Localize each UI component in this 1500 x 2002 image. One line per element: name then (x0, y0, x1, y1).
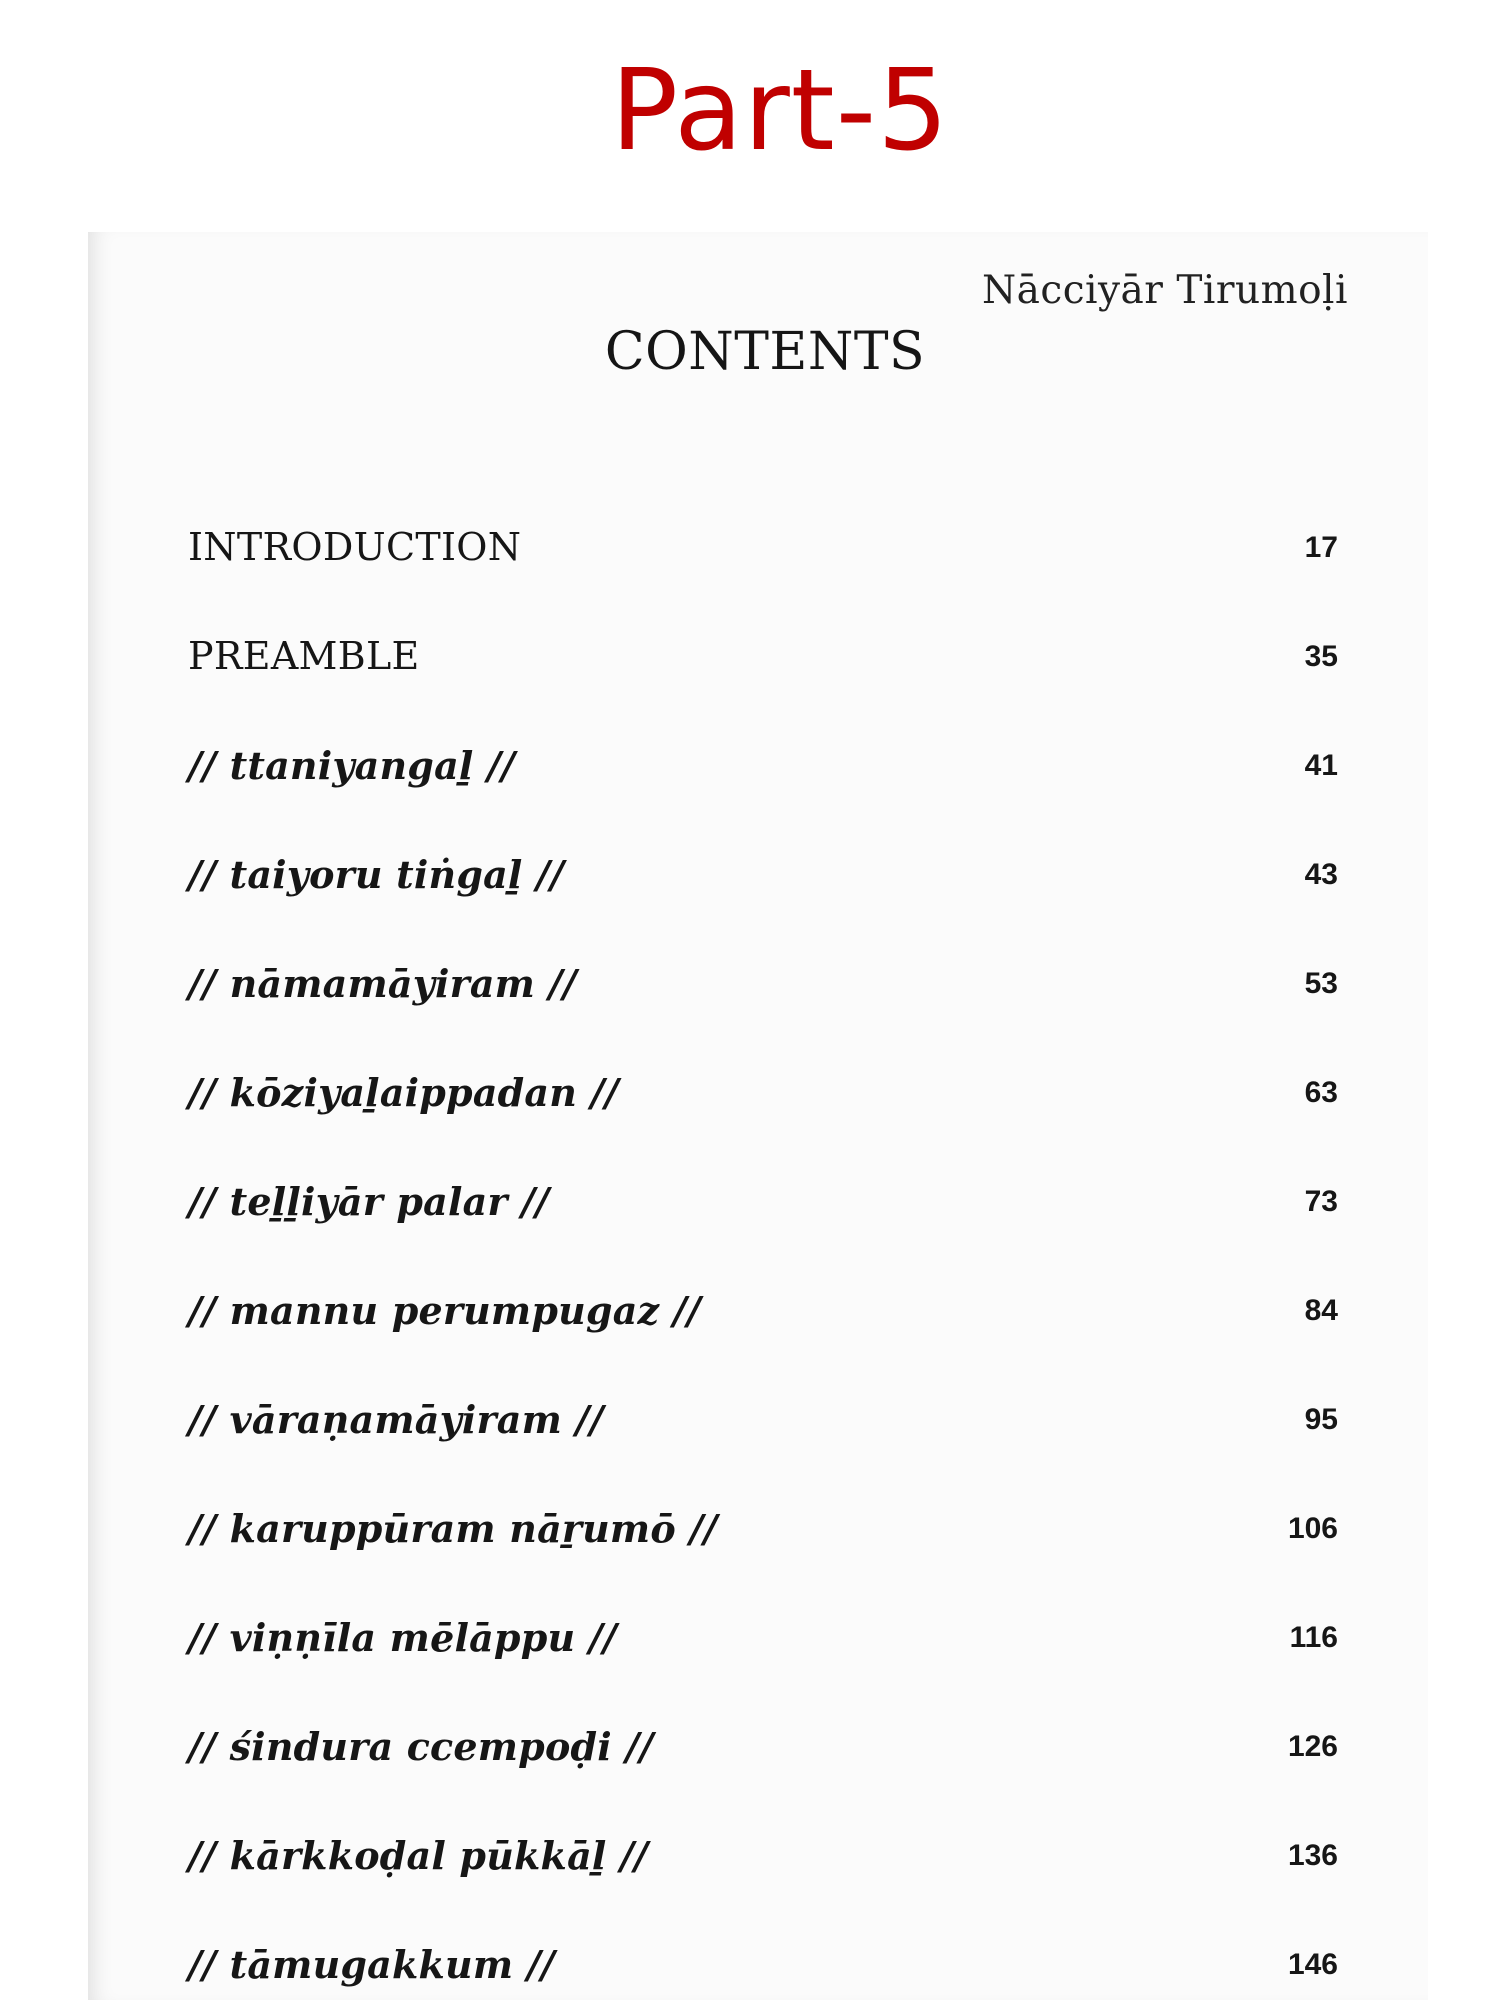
toc-entry-preamble[interactable] (188, 634, 1338, 694)
toc-entry-title: // mannu perumpugaz // (188, 1288, 701, 1333)
toc-entry-title: // kārkkoḍal pūkkāḻ // (188, 1833, 649, 1878)
toc-entry[interactable] (188, 1506, 1338, 1566)
toc-entry-title: // vāraṇamāyiram // (188, 1397, 604, 1442)
toc-entry-page: 53 (1304, 967, 1338, 1000)
toc-entry-page: 84 (1304, 1294, 1338, 1327)
toc-entry-title: INTRODUCTION (188, 525, 522, 569)
book-subtitle: Nācciyār Tirumoḷi (981, 268, 1348, 313)
toc-entry-title: // śindura ccempoḍi // (188, 1724, 654, 1769)
part-label: Part-5 (610, 46, 950, 176)
toc-entry-page: 63 (1304, 1076, 1338, 1109)
toc-entry[interactable] (188, 1942, 1338, 2002)
toc-entry[interactable] (188, 1070, 1338, 1130)
toc-entry-page: 35 (1304, 640, 1338, 673)
toc-entry-title: // nāmamāyiram // (188, 961, 577, 1006)
toc-entry-page: 73 (1304, 1185, 1338, 1218)
toc-entry-page: 41 (1304, 749, 1338, 782)
toc-entry-title: // taiyoru tiṅgaḻ // (188, 852, 565, 897)
toc-entry-page: 136 (1287, 1839, 1338, 1872)
toc-entry[interactable] (188, 1833, 1338, 1893)
toc-entry-title: // tāmugakkum // (188, 1942, 555, 1987)
toc-entry[interactable] (188, 1179, 1338, 1239)
toc-entry-page: 17 (1304, 531, 1338, 564)
toc-entry[interactable] (188, 1724, 1338, 1784)
toc-entry[interactable] (188, 743, 1338, 803)
toc-entry-title: // karuppūram nāṟumō // (188, 1506, 718, 1551)
toc-entry[interactable] (188, 1615, 1338, 1675)
toc-entry-introduction[interactable] (188, 525, 1338, 585)
toc-entry-page: 106 (1287, 1512, 1338, 1545)
toc-entry-title: PREAMBLE (188, 634, 420, 678)
toc-entry-title: // viṇṇīla mēlāppu // (188, 1615, 617, 1660)
toc-entry-page: 116 (1289, 1621, 1338, 1654)
toc-entry-page: 43 (1304, 858, 1338, 891)
toc-entry[interactable] (188, 852, 1338, 912)
toc-entry-page: 95 (1304, 1403, 1338, 1436)
toc-entry[interactable] (188, 1288, 1338, 1348)
toc-entry-title: // kōziyaḻaippadan // (188, 1070, 619, 1115)
toc-entry-page: 146 (1287, 1948, 1338, 1981)
bleed-through-text (968, 262, 975, 302)
toc-entry[interactable] (188, 961, 1338, 1021)
toc-entry-page: 126 (1287, 1730, 1338, 1763)
toc-entry-title: // ttaniyangaḻ // (188, 743, 516, 788)
toc-entry-title: // teḻḻiyār palar // (188, 1179, 550, 1224)
page-title: CONTENTS (604, 322, 926, 382)
toc-entry[interactable] (188, 1397, 1338, 1457)
